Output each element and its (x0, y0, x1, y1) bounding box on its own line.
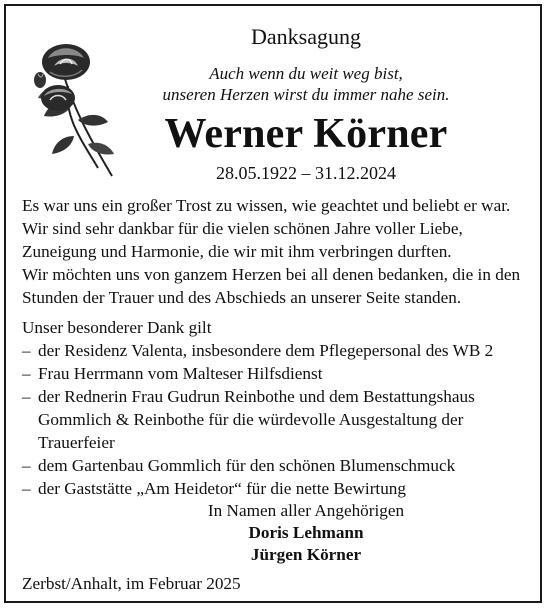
thanks-item (22, 362, 538, 385)
motto-line: Auch wenn du weit weg bist, (209, 64, 403, 83)
dash: – (22, 341, 31, 360)
signature-line: In Namen aller Angehörigen (207, 501, 405, 520)
dash: – (22, 364, 31, 383)
special-thanks-intro: Unser besonderer Dank gilt (22, 318, 212, 337)
place-date: Zerbst/Anhalt, im Februar 2025 (22, 574, 241, 593)
thanks-item-text: dem Gartenbau Gommlich für den schönen Blumenschmuck (38, 456, 456, 475)
body-paragraph: Es war uns ein großer Trost zu wissen, wie geachtet und beliebt er war. Wir sind sehr dankbar für die vielen schönen Jahre voller Liebe, Zuneigung und Harmonie, die wir mit ihm verbringen durften. (22, 196, 511, 261)
dash: – (22, 456, 31, 475)
signature-block (136, 500, 476, 566)
signer-name: Jürgen Körner (250, 545, 362, 564)
thanks-text (22, 194, 538, 309)
signer-name: Doris Lehmann (248, 523, 364, 542)
dash: – (22, 387, 31, 406)
special-thanks (22, 316, 538, 500)
dash: – (22, 479, 31, 498)
thanks-item-text: der Gaststätte „Am Heidetor“ für die nette Bewirtung (38, 479, 406, 498)
thanks-item (22, 339, 538, 362)
body-paragraph: Wir möchten uns von ganzem Herzen bei all denen bedanken, die in den Stunden der Trauer und des Abschieds an unserer Seite standen. (22, 265, 521, 307)
motto (136, 63, 476, 105)
rose-icon (28, 28, 140, 186)
thanks-item-text: der Rednerin Frau Gudrun Reinbothe und dem Bestattungshaus Gommlich & Reinbothe für die würdevolle Ausgestaltung der Trauerfeier (38, 387, 475, 452)
life-dates: 28.05.1922 – 31.12.2024 (216, 163, 396, 183)
motto-line: unseren Herzen wirst du immer nahe sein. (162, 85, 450, 104)
deceased-name: Werner Körner (164, 111, 448, 157)
thanks-item (22, 385, 538, 454)
heading-title: Danksagung (251, 24, 361, 49)
thanks-item-text: der Residenz Valenta, insbesondere dem Pflegepersonal des WB 2 (38, 341, 494, 360)
thanks-item-text: Frau Herrmann vom Malteser Hilfsdienst (38, 364, 323, 383)
thanks-item (22, 477, 538, 500)
obituary-card (4, 4, 542, 603)
thanks-item (22, 454, 538, 477)
